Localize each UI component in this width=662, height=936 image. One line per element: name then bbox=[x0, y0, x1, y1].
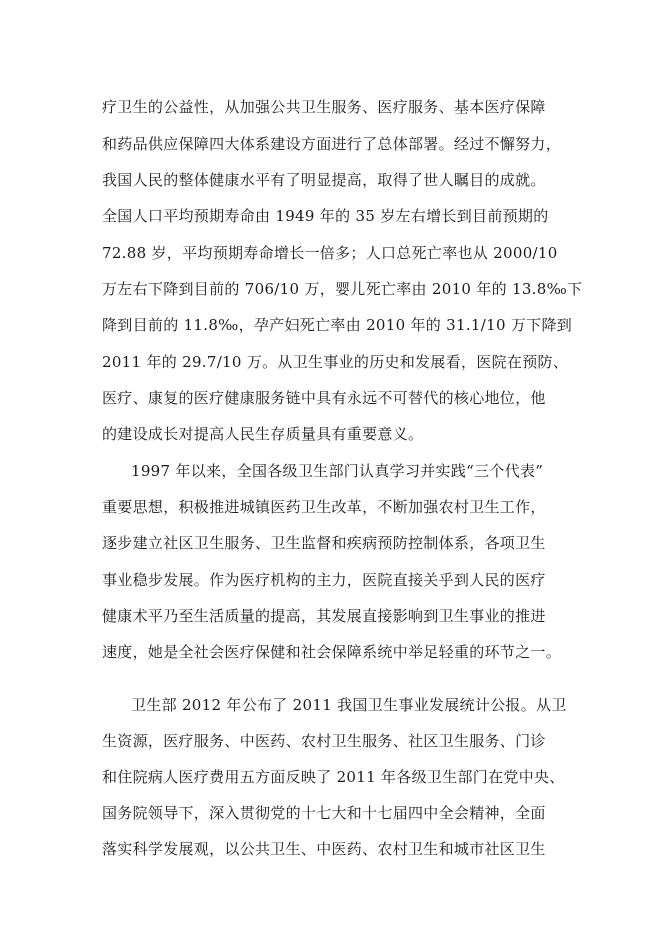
paragraph3-line-1: 卫生部 2012 年公布了 2011 我国卫生事业发展统计公报。从卫 bbox=[131, 696, 567, 714]
paragraph1-line-1: 疗卫生的公益性，从加强公共卫生服务、医疗服务、基本医疗保障 bbox=[102, 98, 546, 116]
paragraph2-line-2: 重要思想，积极推进城镇医药卫生改革，不断加强农村卫生工作， bbox=[102, 498, 546, 516]
paragraph1-line-9: 医疗、康复的医疗健康服务链中具有永远不可替代的核心地位，他 bbox=[102, 389, 546, 407]
paragraph1-line-5: 72.88 岁，平均预期寿命增长一倍多；人口总死亡率也从 2000/10 bbox=[102, 244, 558, 262]
paragraph1-line-7: 降到目前的 11.8‰，孕产妇死亡率由 2010 年的 31.1/10 万下降到 bbox=[102, 316, 573, 334]
paragraph2-line-4: 事业稳步发展。作为医疗机构的主力，医院直接关乎到人民的医疗 bbox=[102, 571, 546, 589]
paragraph1-line-4: 全国人口平均预期寿命由 1949 年的 35 岁左右增长到目前预期的 bbox=[102, 207, 549, 225]
paragraph1-line-6: 万左右下降到目前的 706/10 万，婴儿死亡率由 2010 年的 13.8‰下 bbox=[102, 280, 583, 298]
paragraph3-line-4: 国务院领导下，深入贯彻党的十七大和十七届四中全会精神，全面 bbox=[102, 804, 546, 822]
paragraph3-line-2: 生资源，医疗服务、中医药、农村卫生服务、社区卫生服务、门诊 bbox=[102, 732, 546, 750]
paragraph2-line-5: 健康术平乃至生活质量的提高，其发展直接影响到卫生事业的推进 bbox=[102, 607, 546, 625]
paragraph1-line-3: 我国人民的整体健康水平有了明显提高，取得了世人瞩目的成就。 bbox=[102, 171, 546, 189]
paragraph1-line-8: 2011 年的 29.7/10 万。从卫生事业的历史和发展看，医院在预防、 bbox=[102, 353, 569, 371]
paragraph2-line-6: 速度，她是全社会医疗保健和社会保障系统中举足轻重的环节之一。 bbox=[102, 643, 562, 661]
paragraph1-line-2: 和药品供应保障四大体系建设方面进行了总体部署。经过不懈努力， bbox=[102, 135, 562, 153]
paragraph1-line-10: 的建设成长对提高人民生存质量具有重要意义。 bbox=[102, 425, 424, 443]
paragraph2-line-3: 逐步建立社区卫生服务、卫生监督和疾病预防控制体系，各项卫生 bbox=[102, 534, 546, 552]
paragraph3-line-5: 落实科学发展观，以公共卫生、中医药、农村卫生和城市社区卫生 bbox=[102, 840, 546, 858]
paragraph3-line-3: 和住院病人医疗费用五方面反映了 2011 年各级卫生部门在党中央、 bbox=[102, 768, 565, 786]
paragraph2-line-1: 1997 年以来，全国各级卫生部门认真学习并实践“三个代表” bbox=[131, 462, 544, 480]
